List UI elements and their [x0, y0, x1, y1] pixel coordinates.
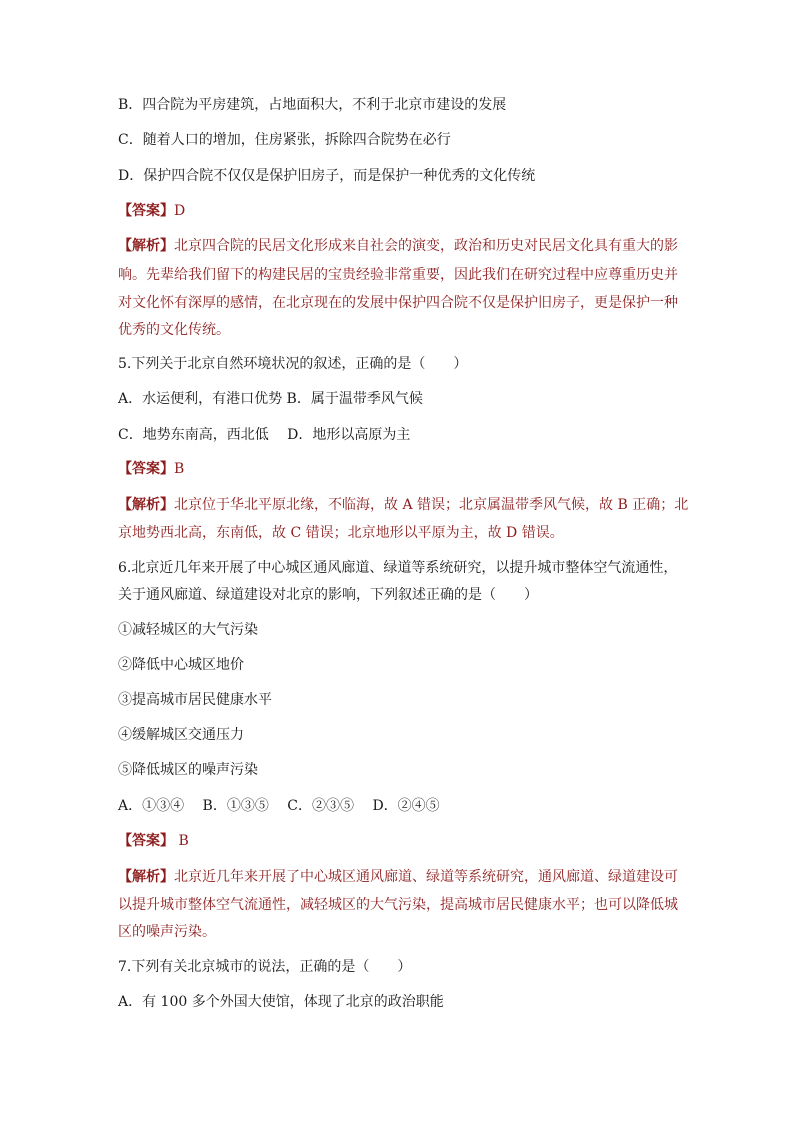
q6-stem-line-1: 6.北京近几年来开展了中心城区通风廊道、绿道等系统研究，以提升城市整体空气流通性，	[118, 560, 678, 576]
q5-analysis-line-1	[118, 495, 688, 515]
answer-label: 【答案】	[118, 461, 174, 477]
q6-analysis-text-1: 北京近几年来开展了中心城区通风廊道、绿道等系统研究，通风廊道、绿道建设可	[174, 869, 678, 885]
q4-analysis-line-1	[118, 236, 678, 256]
q6-analysis-line-1	[118, 867, 678, 887]
q4-option-b: B．四合院为平房建筑，占地面积大，不利于北京市建设的发展	[118, 97, 507, 113]
q5-options-ab: A．水运便利，有港口优势 B．属于温带季风气候	[118, 391, 423, 407]
q6-analysis-line-3: 区的噪声污染。	[118, 924, 216, 940]
q6-answer-line	[118, 831, 189, 851]
q6-item-4: ④缓解城区交通压力	[118, 727, 244, 743]
q4-option-c: C．随着人口的增加，住房紧张，拆除四合院势在必行	[118, 132, 451, 148]
analysis-label: 【解析】	[118, 497, 174, 513]
q6-item-2: ②降低中心城区地价	[118, 657, 244, 673]
q5-answer-line	[118, 459, 184, 479]
q5-answer-value: B	[174, 461, 185, 477]
q6-answer-value: B	[174, 833, 189, 849]
q5-options-cd: C．地势东南高，西北低 D．地形以高原为主	[118, 427, 411, 443]
answer-label: 【答案】	[118, 203, 174, 219]
q4-answer-value: D	[174, 203, 186, 219]
q4-analysis-text-1: 北京四合院的民居文化形成来自社会的演变，政治和历史对民居文化具有重大的影	[174, 238, 678, 254]
q4-option-d: D．保护四合院不仅仅是保护旧房子，而是保护一种优秀的文化传统	[118, 168, 536, 184]
answer-label: 【答案】	[118, 833, 174, 849]
q6-item-5: ⑤降低城区的噪声污染	[118, 762, 258, 778]
q4-analysis-line-3: 对文化怀有深厚的感情，在北京现在的发展中保护四合院不仅是保护旧房子，更是保护一种	[118, 295, 678, 311]
q5-analysis-text-1: 北京位于华北平原北缘，不临海，故 A 错误；北京属温带季风气候，故 B 正确；北	[174, 497, 689, 513]
q7-option-a: A．有 100 多个外国大使馆，体现了北京的政治职能	[118, 994, 444, 1010]
q6-stem-line-2: 关于通风廊道、绿道建设对北京的影响，下列叙述正确的是（ ）	[118, 587, 538, 603]
q5-stem: 5.下列关于北京自然环境状况的叙述，正确的是（ ）	[118, 356, 468, 372]
q6-options: A．①③④ B．①③⑤ C．②③⑤ D．②④⑤	[118, 798, 440, 814]
analysis-label: 【解析】	[118, 238, 174, 254]
q5-analysis-line-2: 京地势西北高，东南低，故 C 错误；北京地形以平原为主，故 D 错误。	[118, 525, 564, 541]
q4-analysis-line-4: 优秀的文化传统。	[118, 322, 230, 338]
q6-item-1: ①减轻城区的大气污染	[118, 622, 258, 638]
q6-item-3: ③提高城市居民健康水平	[118, 692, 272, 708]
q7-stem: 7.下列有关北京城市的说法，正确的是（ ）	[118, 959, 412, 975]
q4-answer-line	[118, 201, 185, 221]
analysis-label: 【解析】	[118, 869, 174, 885]
q6-analysis-line-2: 以提升城市整体空气流通性，减轻城区的大气污染，提高城市居民健康水平；也可以降低城	[118, 897, 678, 913]
q4-analysis-line-2: 响。先辈给我们留下的构建民居的宝贵经验非常重要，因此我们在研究过程中应尊重历史并	[118, 267, 678, 283]
